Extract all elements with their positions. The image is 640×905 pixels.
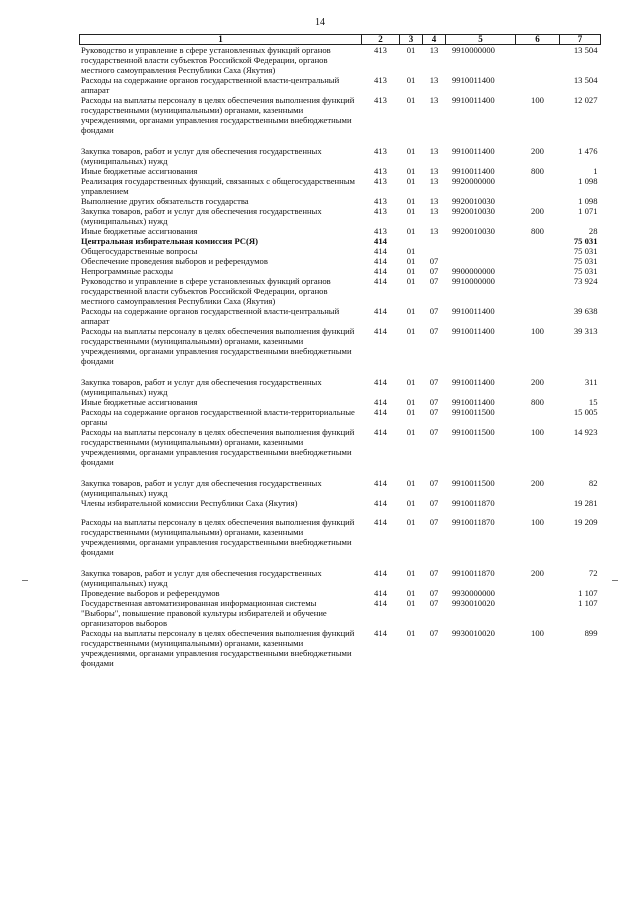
row-code-2: 414 bbox=[374, 517, 387, 527]
row-amount: 1 107 bbox=[578, 588, 598, 598]
row-code-2: 413 bbox=[374, 196, 387, 206]
row-code-2: 413 bbox=[374, 226, 387, 236]
row-description: Расходы на содержание органов государственной власти-территориальные органы bbox=[81, 407, 355, 427]
row-code-5: 9910011400 bbox=[452, 306, 495, 316]
row-amount: 1 098 bbox=[578, 176, 598, 186]
row-code-6 bbox=[516, 75, 560, 95]
row-code-2: 414 bbox=[374, 246, 387, 256]
row-code-6 bbox=[516, 196, 560, 206]
row-code-6: 100 bbox=[531, 326, 544, 336]
row-code-6: 200 bbox=[531, 206, 544, 216]
row-code-6 bbox=[516, 176, 560, 196]
table-row bbox=[80, 326, 601, 377]
row-description: Члены избирательной комиссии Республики Саха (Якутия) bbox=[81, 498, 298, 508]
row-description: Реализация государственных функций, связанных с общегосударственным управлением bbox=[81, 176, 355, 196]
row-code-3: 01 bbox=[406, 407, 416, 417]
row-code-5: 9910000000 bbox=[452, 276, 495, 286]
row-code-4: 07 bbox=[429, 628, 439, 638]
row-code-2: 414 bbox=[374, 498, 387, 508]
table-row bbox=[80, 236, 601, 246]
table-row bbox=[80, 146, 601, 166]
row-code-5 bbox=[446, 236, 516, 246]
row-amount: 19 209 bbox=[573, 517, 598, 527]
row-description: Государственная автоматизированная информационная системы "Выборы", повышение правовой культуры избирателей и обучение организаторов выборов bbox=[81, 598, 327, 628]
table-row bbox=[80, 498, 601, 517]
row-description: Руководство и управление в сфере установленных функций органов государственной власти субъектов Российской Федерации, органов местного самоуправления Республики Саха (Якутия) bbox=[81, 276, 331, 306]
row-code-2: 414 bbox=[374, 478, 387, 488]
row-code-2: 414 bbox=[374, 276, 387, 286]
row-code-3: 01 bbox=[406, 326, 416, 336]
row-code-2: 413 bbox=[374, 146, 387, 156]
row-code-3: 01 bbox=[406, 166, 416, 176]
row-code-3: 01 bbox=[406, 45, 416, 55]
row-code-6: 100 bbox=[531, 95, 544, 105]
header-row bbox=[80, 35, 601, 45]
row-code-6 bbox=[516, 598, 560, 628]
row-amount: 39 313 bbox=[573, 326, 598, 336]
table-row bbox=[80, 598, 601, 628]
row-amount: 1 bbox=[593, 166, 598, 176]
row-amount: 13 504 bbox=[573, 45, 598, 55]
row-code-3: 01 bbox=[406, 517, 416, 527]
row-code-4: 07 bbox=[429, 568, 439, 578]
row-code-2: 414 bbox=[374, 568, 387, 578]
row-description: Расходы на выплаты персоналу в целях обеспечения выполнения функций государственными (муниципальными) органами, казенными учреждениями, органами управления государственными внебюджетными фондами bbox=[81, 517, 355, 557]
row-code-3: 01 bbox=[406, 588, 416, 598]
row-amount: 82 bbox=[588, 478, 598, 488]
row-code-4: 07 bbox=[429, 498, 439, 508]
row-code-6: 200 bbox=[531, 568, 544, 578]
row-description: Руководство и управление в сфере установленных функций органов государственной власти субъектов Российской Федерации, органов местного самоуправления Республики Саха (Якутия) bbox=[81, 45, 331, 75]
row-description: Расходы на выплаты персоналу в целях обеспечения выполнения функций государственными (муниципальными) органами, казенными учреждениями, органами управления государственными внебюджетными фондами bbox=[81, 427, 355, 467]
row-code-3: 01 bbox=[406, 266, 416, 276]
row-code-6: 100 bbox=[531, 517, 544, 527]
row-amount: 75 031 bbox=[573, 256, 598, 266]
header-col-4: 4 bbox=[423, 35, 446, 45]
row-description: Центральная избирательная комиссия РС(Я) bbox=[81, 236, 258, 246]
row-code-6: 200 bbox=[531, 478, 544, 488]
row-code-4: 07 bbox=[429, 276, 439, 286]
row-code-6: 800 bbox=[531, 166, 544, 176]
row-code-5 bbox=[446, 246, 516, 256]
header-col-1: 1 bbox=[80, 35, 362, 45]
table-row bbox=[80, 306, 601, 326]
page-number: 14 bbox=[315, 17, 325, 28]
row-code-3: 01 bbox=[406, 427, 416, 437]
margin-mark bbox=[612, 580, 618, 581]
row-code-3: 01 bbox=[406, 226, 416, 236]
row-code-5: 9910011870 bbox=[452, 517, 495, 527]
table-row bbox=[80, 266, 601, 276]
table-row bbox=[80, 517, 601, 568]
row-code-5: 9920010030 bbox=[452, 226, 495, 236]
row-amount: 311 bbox=[584, 377, 598, 387]
row-code-6: 800 bbox=[531, 397, 544, 407]
row-code-2: 414 bbox=[374, 266, 387, 276]
table-row bbox=[80, 206, 601, 226]
row-amount: 899 bbox=[584, 628, 598, 638]
header-col-6: 6 bbox=[516, 35, 560, 45]
row-code-4 bbox=[423, 236, 446, 246]
row-code-5: 9930000000 bbox=[452, 588, 495, 598]
row-code-4: 07 bbox=[429, 377, 439, 387]
row-code-6 bbox=[516, 256, 560, 266]
row-description: Расходы на выплаты персоналу в целях обеспечения выполнения функций государственными (муниципальными) органами, казенными учреждениями, органами управления государственными внебюджетными фондами bbox=[81, 95, 355, 135]
row-description: Иные бюджетные ассигнования bbox=[81, 226, 198, 236]
row-amount: 15 bbox=[588, 397, 598, 407]
row-code-6: 200 bbox=[531, 146, 544, 156]
row-code-4: 07 bbox=[429, 478, 439, 488]
row-description: Иные бюджетные ассигнования bbox=[81, 166, 198, 176]
row-code-4: 07 bbox=[429, 407, 439, 417]
row-description: Общегосударственные вопросы bbox=[81, 246, 198, 256]
row-code-6: 100 bbox=[531, 427, 544, 437]
row-code-3: 01 bbox=[406, 176, 416, 186]
row-amount: 1 071 bbox=[578, 206, 598, 216]
header-col-3: 3 bbox=[400, 35, 423, 45]
row-code-6: 100 bbox=[531, 628, 544, 638]
row-code-4: 07 bbox=[429, 326, 439, 336]
row-code-5: 9930010020 bbox=[452, 628, 495, 638]
row-code-2: 414 bbox=[374, 326, 387, 336]
row-amount: 39 638 bbox=[573, 306, 598, 316]
row-code-6 bbox=[516, 588, 560, 598]
budget-table bbox=[79, 34, 601, 668]
row-code-2: 414 bbox=[374, 236, 387, 246]
row-amount: 72 bbox=[588, 568, 598, 578]
table-body bbox=[80, 45, 601, 669]
row-code-4: 07 bbox=[429, 256, 439, 266]
row-code-4: 13 bbox=[429, 75, 439, 85]
row-code-5: 9910011500 bbox=[452, 407, 495, 417]
table-row bbox=[80, 166, 601, 176]
row-amount: 1 098 bbox=[578, 196, 598, 206]
row-code-5: 9910011400 bbox=[452, 377, 495, 387]
row-code-2: 413 bbox=[374, 166, 387, 176]
row-code-2: 414 bbox=[374, 407, 387, 417]
row-code-5: 9920010030 bbox=[452, 196, 495, 206]
table-row bbox=[80, 276, 601, 306]
row-code-2: 413 bbox=[374, 75, 387, 85]
table-row bbox=[80, 45, 601, 76]
row-description: Закупка товаров, работ и услуг для обеспечения государственных (муниципальных) нужд bbox=[81, 377, 322, 397]
row-code-2: 413 bbox=[374, 95, 387, 105]
row-code-2: 413 bbox=[374, 176, 387, 186]
row-code-3: 01 bbox=[406, 75, 416, 85]
row-description: Расходы на выплаты персоналу в целях обеспечения выполнения функций государственными (муниципальными) органами, казенными учреждениями, органами управления государственными внебюджетными фондами bbox=[81, 326, 355, 366]
row-code-4: 07 bbox=[429, 397, 439, 407]
table-row bbox=[80, 75, 601, 95]
row-amount: 13 504 bbox=[573, 75, 598, 85]
table-row bbox=[80, 568, 601, 588]
row-code-6 bbox=[516, 236, 560, 246]
row-code-4: 13 bbox=[429, 196, 439, 206]
row-code-3: 01 bbox=[406, 146, 416, 156]
row-description: Закупка товаров, работ и услуг для обеспечения государственных (муниципальных) нужд bbox=[81, 568, 322, 588]
row-code-3: 01 bbox=[406, 598, 416, 608]
table-row bbox=[80, 176, 601, 196]
row-code-5: 9920000000 bbox=[452, 176, 495, 186]
row-code-6 bbox=[516, 266, 560, 276]
row-code-5: 9910000000 bbox=[452, 45, 495, 55]
row-code-2: 414 bbox=[374, 377, 387, 387]
row-code-3: 01 bbox=[406, 95, 416, 105]
row-amount: 19 281 bbox=[573, 498, 598, 508]
row-amount: 12 027 bbox=[573, 95, 598, 105]
row-code-4: 13 bbox=[429, 95, 439, 105]
row-description: Выполнение других обязательств государства bbox=[81, 196, 249, 206]
row-amount: 75 031 bbox=[573, 266, 598, 276]
row-code-3: 01 bbox=[406, 397, 416, 407]
row-code-3 bbox=[400, 236, 423, 246]
table-row bbox=[80, 427, 601, 478]
table-row bbox=[80, 407, 601, 427]
table-row bbox=[80, 588, 601, 598]
row-amount: 28 bbox=[588, 226, 598, 236]
table-row bbox=[80, 226, 601, 236]
table-row bbox=[80, 256, 601, 266]
row-code-5: 9910011400 bbox=[452, 75, 495, 85]
row-code-4: 07 bbox=[429, 306, 439, 316]
row-code-5: 9910011400 bbox=[452, 146, 495, 156]
row-amount: 1 107 bbox=[578, 598, 598, 608]
row-code-6: 200 bbox=[531, 377, 544, 387]
row-code-5: 9900000000 bbox=[452, 266, 495, 276]
row-code-5: 9910011500 bbox=[452, 478, 495, 488]
row-description: Проведение выборов и референдумов bbox=[81, 588, 220, 598]
row-code-4: 13 bbox=[429, 146, 439, 156]
table-row bbox=[80, 478, 601, 498]
row-code-3: 01 bbox=[406, 256, 416, 266]
row-code-3: 01 bbox=[406, 246, 416, 256]
row-code-5: 9910011870 bbox=[452, 498, 495, 508]
row-code-6 bbox=[516, 407, 560, 427]
table-row bbox=[80, 95, 601, 146]
row-code-4: 13 bbox=[429, 166, 439, 176]
row-description: Закупка товаров, работ и услуг для обеспечения государственных (муниципальных) нужд bbox=[81, 206, 322, 226]
row-code-6 bbox=[516, 498, 560, 517]
header-col-7: 7 bbox=[560, 35, 601, 45]
row-code-3: 01 bbox=[406, 196, 416, 206]
row-description: Закупка товаров, работ и услуг для обеспечения государственных (муниципальных) нужд bbox=[81, 146, 322, 166]
row-code-2: 414 bbox=[374, 588, 387, 598]
row-code-5: 9910011400 bbox=[452, 166, 495, 176]
row-code-4: 07 bbox=[429, 598, 439, 608]
margin-mark bbox=[22, 580, 28, 581]
row-amount: 15 005 bbox=[573, 407, 598, 417]
row-code-2: 414 bbox=[374, 397, 387, 407]
row-code-3: 01 bbox=[406, 478, 416, 488]
row-code-3: 01 bbox=[406, 628, 416, 638]
row-code-4: 13 bbox=[429, 226, 439, 236]
row-amount: 1 476 bbox=[578, 146, 598, 156]
row-code-5: 9910011870 bbox=[452, 568, 495, 578]
row-code-2: 413 bbox=[374, 45, 387, 55]
row-code-5 bbox=[446, 256, 516, 266]
row-code-5: 9910011400 bbox=[452, 326, 495, 336]
row-code-4: 13 bbox=[429, 176, 439, 186]
row-code-4: 07 bbox=[429, 266, 439, 276]
row-code-4: 07 bbox=[429, 588, 439, 598]
table-row bbox=[80, 246, 601, 256]
row-description: Расходы на содержание органов государственной власти-центральный аппарат bbox=[81, 75, 340, 95]
row-code-5: 9920010030 bbox=[452, 206, 495, 216]
row-code-2: 414 bbox=[374, 427, 387, 437]
row-code-2: 414 bbox=[374, 628, 387, 638]
row-description: Иные бюджетные ассигнования bbox=[81, 397, 198, 407]
row-code-6 bbox=[516, 45, 560, 76]
row-code-6 bbox=[516, 246, 560, 256]
row-description: Обеспечение проведения выборов и референдумов bbox=[81, 256, 268, 266]
row-code-4: 13 bbox=[429, 45, 439, 55]
row-code-3: 01 bbox=[406, 568, 416, 578]
row-code-3: 01 bbox=[406, 377, 416, 387]
table-row bbox=[80, 196, 601, 206]
row-description: Расходы на выплаты персоналу в целях обеспечения выполнения функций государственными (муниципальными) органами, казенными учреждениями, органами управления государственными внебюджетными фондами bbox=[81, 628, 355, 668]
row-code-2: 414 bbox=[374, 306, 387, 316]
row-code-2: 414 bbox=[374, 598, 387, 608]
row-code-3: 01 bbox=[406, 498, 416, 508]
row-code-6 bbox=[516, 276, 560, 306]
row-code-6 bbox=[516, 306, 560, 326]
table-row bbox=[80, 377, 601, 397]
row-code-5: 9910011400 bbox=[452, 95, 495, 105]
row-code-2: 414 bbox=[374, 256, 387, 266]
row-amount: 75 031 bbox=[573, 246, 598, 256]
table-row bbox=[80, 397, 601, 407]
row-description: Закупка товаров, работ и услуг для обеспечения государственных (муниципальных) нужд bbox=[81, 478, 322, 498]
row-amount: 75 031 bbox=[573, 236, 598, 246]
row-code-3: 01 bbox=[406, 276, 416, 286]
row-code-4: 07 bbox=[429, 427, 439, 437]
header-col-2: 2 bbox=[362, 35, 400, 45]
header-col-5: 5 bbox=[446, 35, 516, 45]
row-code-4: 13 bbox=[429, 206, 439, 216]
table-row bbox=[80, 628, 601, 668]
row-amount: 73 924 bbox=[573, 276, 598, 286]
row-code-3: 01 bbox=[406, 306, 416, 316]
row-code-6: 800 bbox=[531, 226, 544, 236]
row-code-3: 01 bbox=[406, 206, 416, 216]
row-code-4 bbox=[423, 246, 446, 256]
row-code-5: 9930010020 bbox=[452, 598, 495, 608]
row-code-2: 413 bbox=[374, 206, 387, 216]
row-code-5: 9910011500 bbox=[452, 427, 495, 437]
row-amount: 14 923 bbox=[573, 427, 598, 437]
row-code-5: 9910011400 bbox=[452, 397, 495, 407]
row-description: Непрограммные расходы bbox=[81, 266, 174, 276]
row-description: Расходы на содержание органов государственной власти-центральный аппарат bbox=[81, 306, 340, 326]
row-code-4: 07 bbox=[429, 517, 439, 527]
